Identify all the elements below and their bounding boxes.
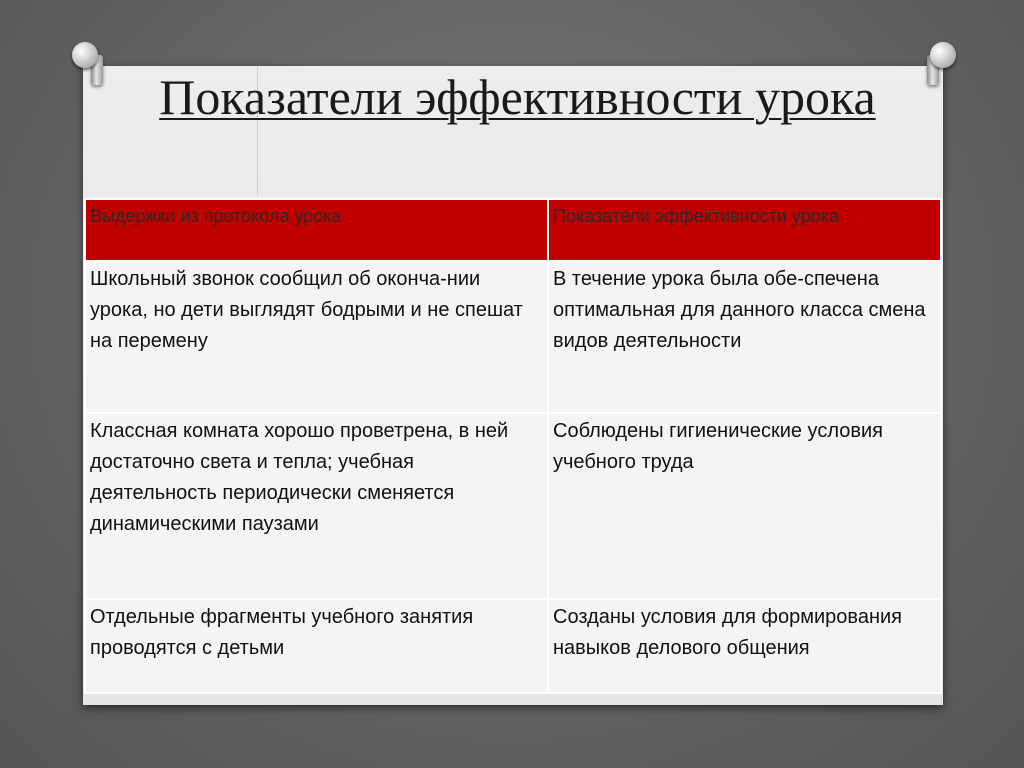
- header-protocol-excerpts: Выдержки из протокола урока: [85, 199, 548, 261]
- table-cell: Соблюдены гигиенические условия учебного труда: [548, 413, 941, 599]
- efficiency-table: [84, 198, 942, 694]
- table-cell: Созданы условия для формирования навыков делового общения: [548, 599, 941, 693]
- table-cell: Школьный звонок сообщил об оконча-нии урока, но дети выглядят бодрыми и не спешат на перемену: [85, 261, 548, 413]
- table-cell: Классная комната хорошо проветрена, в ней достаточно света и тепла; учебная деятельность периодически сменяется динамическими паузами: [85, 413, 548, 599]
- table-cell: Отдельные фрагменты учебного занятия проводятся с детьми: [85, 599, 548, 693]
- table-header-row: [85, 199, 941, 261]
- header-efficiency-indicators: Показатели эффективности урока: [548, 199, 941, 261]
- table-row: [85, 261, 941, 413]
- table-row: [85, 413, 941, 599]
- right-pushpin-icon: [930, 42, 956, 68]
- left-pushpin-icon: [72, 42, 98, 68]
- table-cell: В течение урока была обе-спечена оптимальная для данного класса смена видов деятельности: [548, 261, 941, 413]
- table-row: [85, 599, 941, 693]
- slide-title: Показатели эффективности урока: [159, 69, 876, 125]
